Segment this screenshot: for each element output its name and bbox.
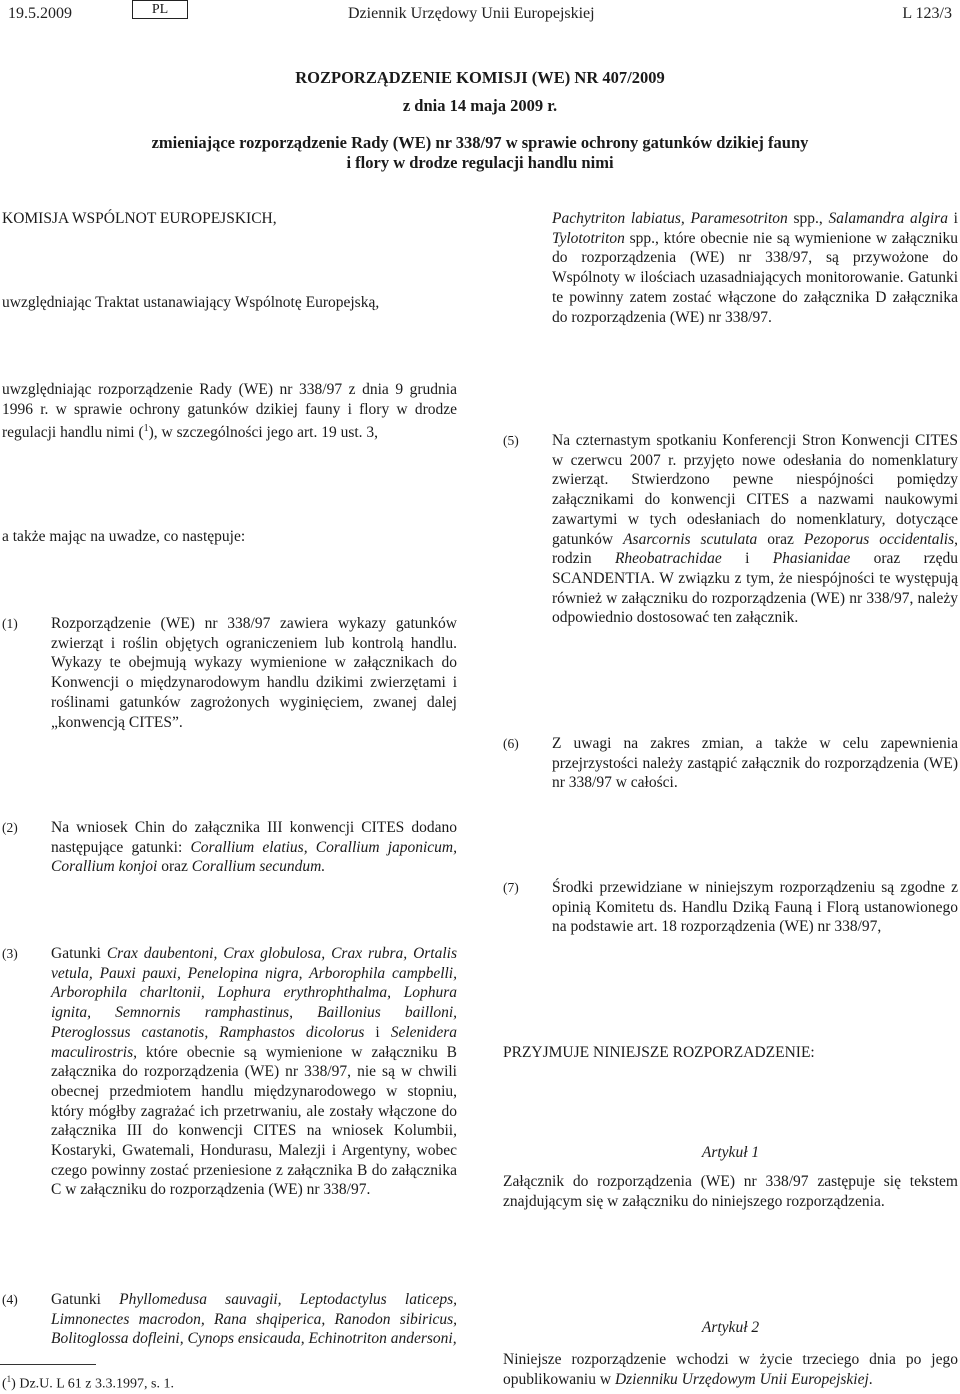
article-1-text: Załącznik do rozporządzenia (WE) nr 338/97 zastępuje się tekstem znajdującym się w załączniku do niniejszego rozporządzenia. bbox=[503, 1173, 958, 1210]
recital-number: (2) bbox=[2, 820, 18, 835]
recital-2: (2) Na wniosek Chin do załącznika III konwencji CITES dodano następujące gatunki: Corallium elatius, Corallium japonicum, Corallium konjoi oraz Corallium secundum. bbox=[2, 819, 458, 876]
adoption-formula: PRZYJMUJE NINIEJSZE ROZPORZADZENIE: bbox=[503, 1044, 815, 1061]
citation-treaty: uwzględniając Traktat ustanawiający Wspólnotę Europejską, bbox=[2, 294, 380, 311]
whereas-intro: a także mając na uwadze, co następuje: bbox=[2, 528, 246, 545]
recital-number: (6) bbox=[503, 736, 519, 751]
commission-heading: KOMISJA WSPÓLNOT EUROPEJSKICH, bbox=[2, 210, 277, 227]
recital-7: (7) Środki przewidziane w niniejszym rozporządzeniu są zgodne z opinią Komitetu ds. Handlu Dziką Fauną i Florą ustanowionego na podstawie art. 18 rozporządzenia (WE) nr 338/97, bbox=[503, 879, 958, 936]
regulation-title: ROZPORZĄDZENIE KOMISJI (WE) NR 407/2009 bbox=[295, 68, 665, 87]
article-2-heading: Artykuł 2 bbox=[701, 1319, 760, 1336]
footnote-ref: 1 bbox=[143, 423, 149, 435]
recital-number: (1) bbox=[2, 616, 18, 631]
regulation-subject-line1: zmieniające rozporządzenie Rady (WE) nr 338/97 w sprawie ochrony gatunków dzikiej fauny bbox=[151, 133, 809, 152]
publication-date: 19.5.2009 bbox=[8, 5, 72, 22]
recital-4-continued: Pachytriton labiatus, Paramesotriton spp., Salamandra algira i Tylototriton spp., które obecnie nie są wymienione w załączniku do rozporządzenia (WE) nr 338/97, są przywożone do Wspólnoty w ilościach uzasadniających monitorowanie. Gatunki te powinny zatem zostać włączone do załącznika D załącznika do rozporządzenia (WE) nr 338/97. bbox=[552, 210, 958, 326]
recital-3: (3) Gatunki Crax daubentoni, Crax globulosa, Crax rubra, Ortalis vetula, Pauxi pauxi, Penelopina nigra, Arborophila campbelli, Arborophila charltonii, Lophura erythrophthalma, Lophura ignita, Semnornis ramphastinus, Baillonius bailloni, Pteroglossus castanotis, Ramphastos dicolorus i Selenidera maculirostris, które obecnie są wymienione w załączniku B załącznika do rozporządzenia (WE) nr 338/97, nie są w chwili obecnej przedmiotem handlu międzynarodowego w stopniu, który mógłby zagrażać ich przetrwaniu, ale zostały włączone do załącznika III do konwencji CITES na wniosek Kolumbii, Kostaryki, Gwatemali, Hondurasu, Malezji i Argentyny, wobec czego powinny zostać przeniesione z załącznika B do załącznika C w załączniku do rozporządzenia (WE) nr 338/97. bbox=[2, 945, 457, 1199]
article-1-heading: Artykuł 1 bbox=[701, 1144, 760, 1161]
citation-regulation: uwzględniając rozporządzenie Rady (WE) nr 338/97 z dnia 9 grudnia 1996 r. w sprawie ochrony gatunków dzikiej fauny i flory w drodze regulacji handlu nimi ($^1$), w szczególności jego art. 19 ust. 3, bbox=[2, 381, 457, 442]
regulation-subject-line2: i flory w drodze regulacji handlu nimi bbox=[346, 153, 614, 172]
recital-6: (6) Z uwagi na zakres zmian, a także w celu zapewnienia przejrzystości należy zastąpić załącznik do rozporządzenia (WE) nr 338/97 w całości. bbox=[503, 735, 958, 792]
footnote-separator bbox=[0, 1364, 96, 1365]
journal-name: Dziennik Urzędowy Unii Europejskiej bbox=[348, 5, 595, 22]
regulation-date: z dnia 14 maja 2009 r. bbox=[402, 96, 558, 115]
language-code-box: PL bbox=[132, 0, 188, 19]
recital-number: (7) bbox=[503, 880, 519, 895]
article-2-text: Niniejsze rozporządzenie wchodzi w życie trzeciego dnia po jego opublikowaniu w Dzienniku Urzędowym Unii Europejskiej. bbox=[503, 1351, 958, 1388]
recital-4: (4) Gatunki Phyllomedusa sauvagii, Leptodactylus laticeps, Limnonectes macrodon, Rana shqiperica, Ranodon sibiricus, Bolitoglossa dofleini, Cynops ensicauda, Echinotriton andersoni, bbox=[2, 1291, 457, 1348]
recital-number: (3) bbox=[2, 946, 18, 961]
recital-1: (1) Rozporządzenie (WE) nr 338/97 zawiera wykazy gatunków zwierząt i roślin objętych ograniczeniem lub kontrolą handlu. Wykazy te obejmują wykazy wymienione w załącznikach do Konwencji o międzynarodowym handlu dzikimi zwierzętami i roślinami gatunków zagrożonych wyginięciem, zwanej dalej „konwencją CITES”. bbox=[2, 615, 457, 731]
recital-number: (4) bbox=[2, 1292, 18, 1307]
recital-number: (5) bbox=[503, 433, 519, 448]
recital-5: (5) Na czternastym spotkaniu Konferencji Stron Konwencji CITES w czerwcu 2007 r. przyjęto nowe odesłania do nomenklatury zwierząt. Stwierdzono pewne niespójności pomiędzy załącznikami do konwencji CITES a nazwami naukowymi zawartymi w tych odesłaniach do nomenklatury, dotyczące gatunków Asarcornis scutulata oraz Pezoporus occidentalis, rodzin Rheobatrachidae i Phasianidae oraz rzędu SCANDENTIA. W związku z tym, że niespójności te występują również w załączniku do rozporządzenia (WE) nr 338/97, należy odpowiednio dostosować ten załącznik. bbox=[503, 432, 959, 627]
footnote: ($^1$) Dz.U. L 61 z 3.3.1997, s. 1. bbox=[2, 1374, 174, 1392]
page-reference: L 123/3 bbox=[902, 5, 952, 22]
